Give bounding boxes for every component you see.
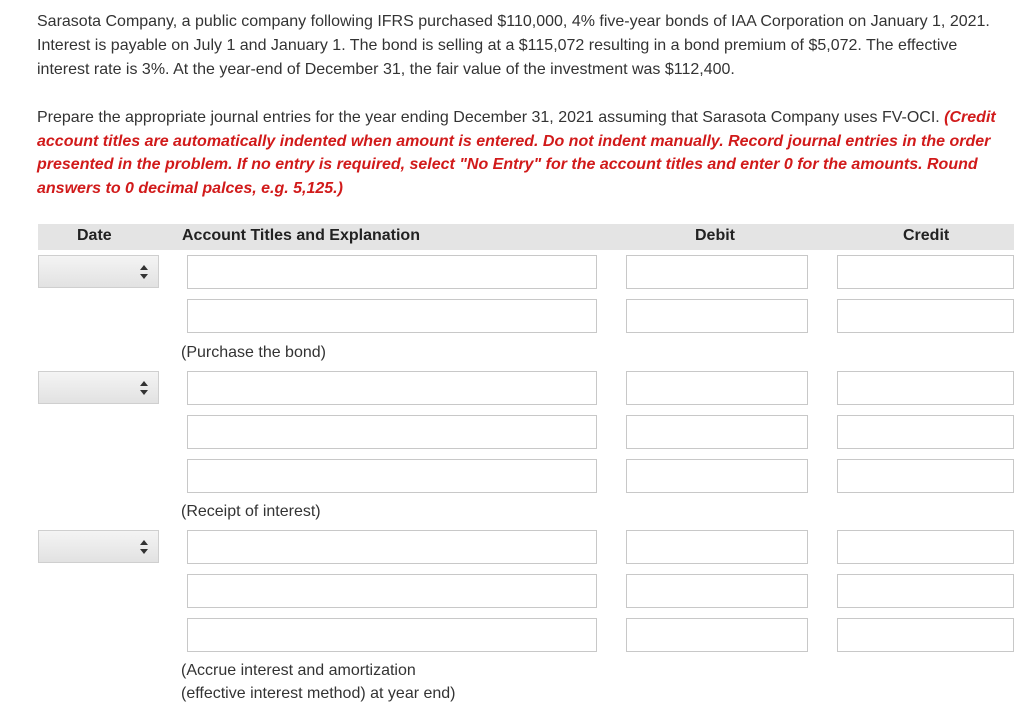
header-credit: Credit	[903, 227, 950, 244]
problem-statement: Sarasota Company, a public company following IFRS purchased $110,000, 4% five-year bonds of IAA Corporation on January 1, 2021. Interest is payable on July 1 and January 1. The bond is selling at a $115,072 resulting in a bond premium of $5,072. The effective interest rate is 3%. At the year-end of December 31, the fair value of the investment was $112,400.	[37, 13, 990, 78]
entry-note-accrue-line-2: (effective interest method) at year end)	[181, 685, 456, 702]
account-title-input[interactable]	[187, 299, 597, 333]
credit-input[interactable]	[837, 299, 1014, 333]
account-title-input[interactable]	[187, 530, 597, 564]
debit-input[interactable]	[626, 255, 808, 289]
debit-input[interactable]	[626, 618, 808, 652]
date-select-entry-2[interactable]	[38, 371, 159, 404]
credit-input[interactable]	[837, 618, 1014, 652]
account-title-input[interactable]	[187, 574, 597, 608]
header-debit: Debit	[695, 227, 735, 244]
header-account-titles: Account Titles and Explanation	[182, 227, 420, 244]
prompt-text: Prepare the appropriate journal entries for the year ending December 31, 2021 assuming that Sarasota Company uses FV-OCI.	[37, 109, 940, 126]
up-down-arrows-icon	[140, 540, 148, 554]
credit-input[interactable]	[837, 255, 1014, 289]
credit-input[interactable]	[837, 530, 1014, 564]
up-down-arrows-icon	[140, 265, 148, 279]
instructions-text: (Credit account titles are automatically indented when amount is entered. Do not indent manually. Record journal entries in the order presented in the problem. If no entry is required, select "No Entry" for the account titles and enter 0 for the amounts. Round answers to 0 decimal palces, e.g. 5,125.)	[37, 109, 996, 197]
account-title-input[interactable]	[187, 371, 597, 405]
debit-input[interactable]	[626, 371, 808, 405]
credit-input[interactable]	[837, 415, 1014, 449]
debit-input[interactable]	[626, 299, 808, 333]
up-down-arrows-icon	[140, 381, 148, 395]
credit-input[interactable]	[837, 371, 1014, 405]
account-title-input[interactable]	[187, 459, 597, 493]
account-title-input[interactable]	[187, 255, 597, 289]
account-title-input[interactable]	[187, 618, 597, 652]
account-title-input[interactable]	[187, 415, 597, 449]
entry-note-purchase: (Purchase the bond)	[181, 344, 326, 361]
entry-note-accrue-line-1: (Accrue interest and amortization	[181, 662, 416, 679]
date-select-entry-1[interactable]	[38, 255, 159, 288]
date-select-entry-3[interactable]	[38, 530, 159, 563]
header-date: Date	[77, 227, 112, 244]
entry-note-interest: (Receipt of interest)	[181, 503, 321, 520]
debit-input[interactable]	[626, 459, 808, 493]
table-header	[38, 224, 1014, 250]
debit-input[interactable]	[626, 530, 808, 564]
prompt-statement	[37, 106, 1012, 200]
credit-input[interactable]	[837, 459, 1014, 493]
debit-input[interactable]	[626, 415, 808, 449]
credit-input[interactable]	[837, 574, 1014, 608]
debit-input[interactable]	[626, 574, 808, 608]
